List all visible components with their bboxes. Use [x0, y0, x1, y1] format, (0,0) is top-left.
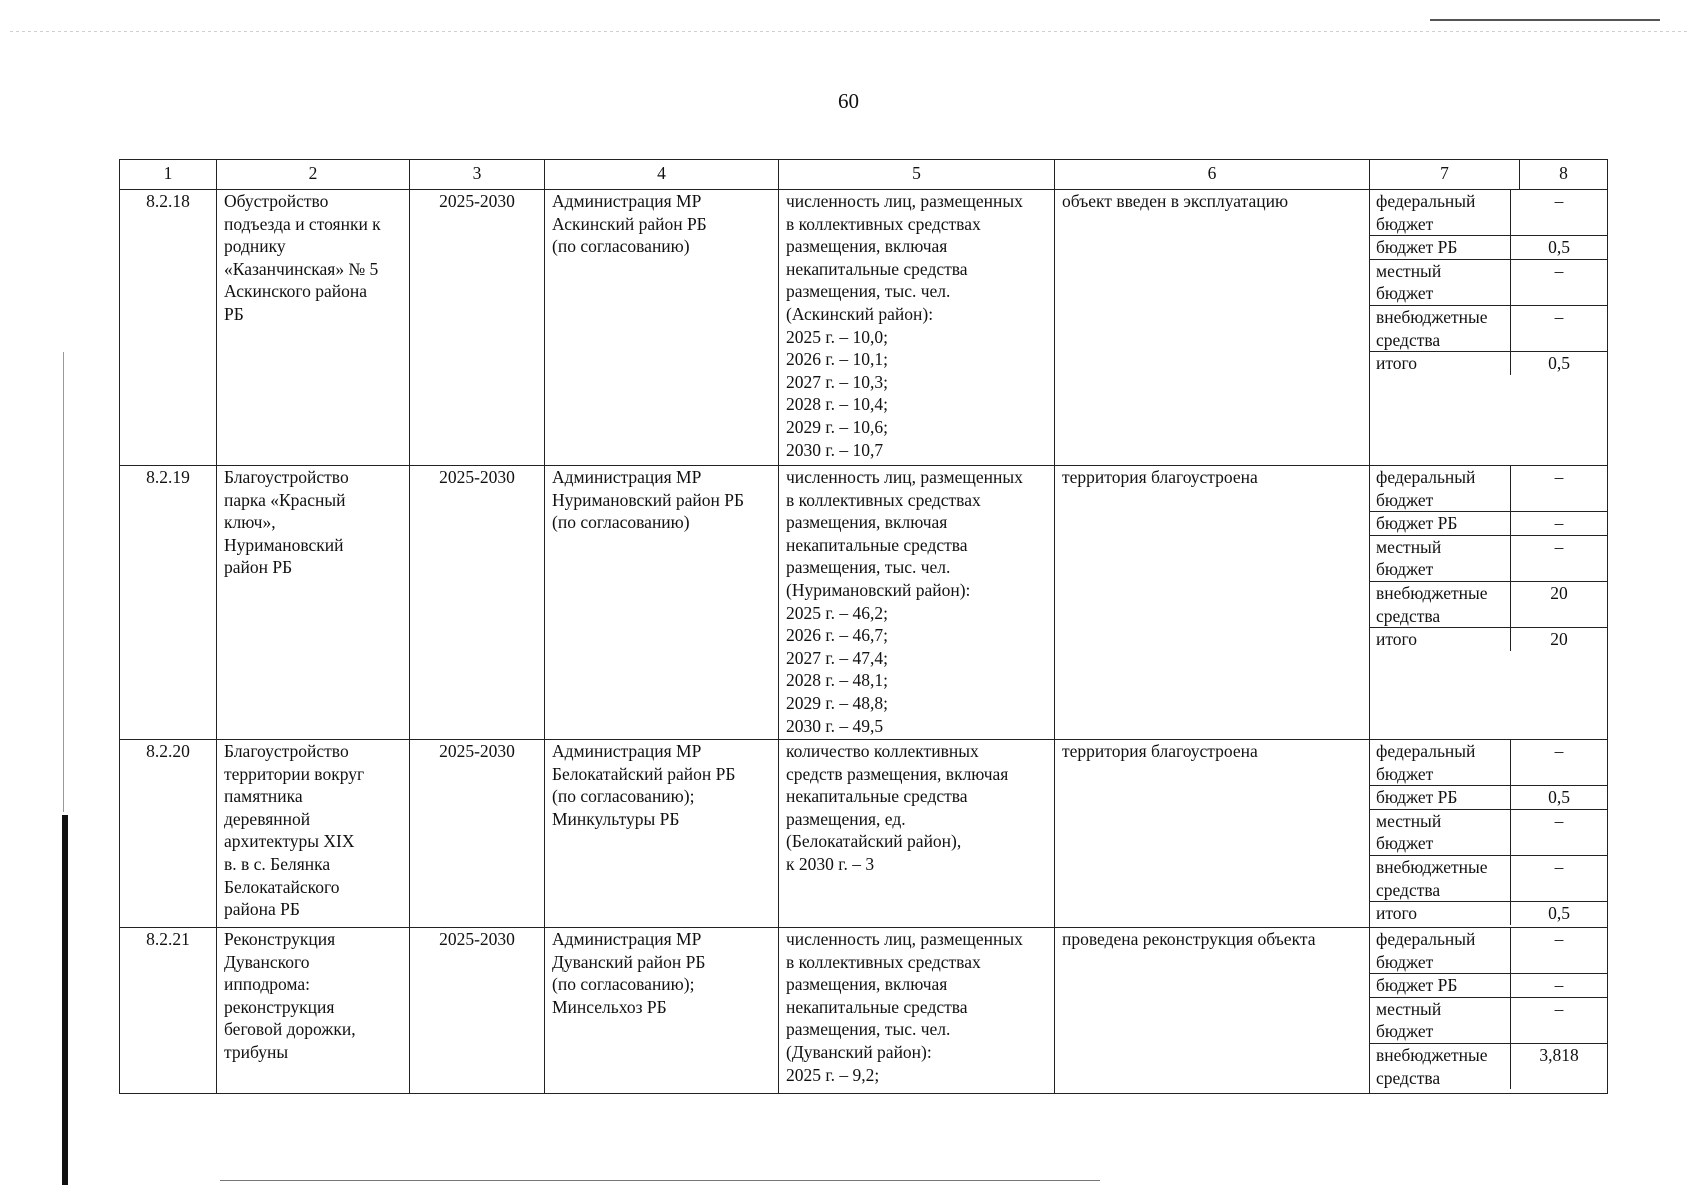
funding-row — [1370, 786, 1607, 810]
funding-source — [1370, 1043, 1511, 1089]
indicator-line: (Белокатайский район), — [786, 831, 962, 852]
indicator-line: некапитальные средства — [786, 534, 968, 555]
funding-value: – — [1511, 809, 1608, 855]
executor-line: Администрация МР — [552, 191, 702, 211]
funding-source-lines — [1376, 466, 1504, 511]
funding-table — [1370, 190, 1607, 375]
header-cell: 2 — [217, 160, 410, 190]
indicator-line: в коллективных средствах — [786, 951, 981, 972]
indicator-line: 2030 г. – 10,7 — [786, 439, 884, 460]
funding-source-line: бюджет РБ — [1376, 787, 1458, 808]
indicator-line: 2026 г. – 10,1; — [786, 349, 888, 370]
indicator-line: 2025 г. – 46,2; — [786, 602, 888, 623]
measure-name — [217, 190, 410, 466]
indicator-line: количество коллективных — [786, 741, 979, 761]
scan-artifact-top — [10, 31, 1687, 32]
indicator-line: размещения, тыс. чел. — [786, 1019, 951, 1040]
measure-name-line: Дуванского — [224, 951, 310, 972]
funding-row — [1370, 466, 1607, 512]
funding-row — [1370, 236, 1607, 260]
funding-source-lines — [1376, 512, 1504, 535]
funding-source-line: внебюджетные — [1376, 306, 1488, 327]
indicator-lines — [786, 190, 1047, 461]
measure-name-line: Реконструкция — [224, 929, 336, 949]
indicator-line: 2025 г. – 9,2; — [786, 1064, 880, 1085]
indicator-line: (Аскинский район): — [786, 303, 934, 324]
executor-line: Аскинский район РБ — [552, 213, 707, 234]
measure-name-line: в. в с. Белянка — [224, 853, 331, 874]
indicator-line: 2025 г. – 10,0; — [786, 326, 888, 347]
measure-name-line: беговой дорожки, — [224, 1019, 356, 1040]
funding-source-line: внебюджетные — [1376, 1044, 1488, 1065]
measure-name-lines — [224, 740, 402, 921]
header-cell: 6 — [1055, 160, 1370, 190]
measure-name-line: Нуримановский — [224, 534, 344, 555]
funding-cell — [1370, 928, 1608, 1094]
measure-period: 2025-2030 — [410, 466, 545, 740]
measure-name-line: трибуны — [224, 1041, 289, 1062]
funding-source — [1370, 236, 1511, 260]
executor-line: (по согласованию); — [552, 974, 695, 995]
indicator-line: размещения, включая — [786, 974, 948, 995]
measure-name-line: ключ», — [224, 512, 276, 533]
funding-value: – — [1511, 974, 1608, 998]
funding-table — [1370, 928, 1607, 1089]
funding-source-line: внебюджетные — [1376, 856, 1488, 877]
measure-period: 2025-2030 — [410, 928, 545, 1094]
executor-line: Белокатайский район РБ — [552, 763, 736, 784]
header-cell: 7 — [1370, 160, 1520, 190]
indicator-line: 2029 г. – 10,6; — [786, 416, 888, 437]
funding-value: – — [1511, 190, 1608, 236]
header-row — [120, 160, 1608, 190]
funding-source-lines — [1376, 928, 1504, 973]
header-cell: 8 — [1520, 160, 1608, 190]
funding-row — [1370, 628, 1607, 651]
scan-artifact-top-right — [1430, 19, 1660, 21]
table-row — [120, 740, 1608, 928]
funding-value: – — [1511, 466, 1608, 512]
funding-source-line: федеральный — [1376, 467, 1476, 487]
table-row — [120, 190, 1608, 466]
indicator-line: размещения, тыс. чел. — [786, 557, 951, 578]
funding-value: 0,5 — [1511, 902, 1608, 925]
measure-number: 8.2.18 — [120, 190, 217, 466]
funding-value: 20 — [1511, 581, 1608, 627]
measure-number: 8.2.21 — [120, 928, 217, 1094]
indicator-line: средств размещения, включая — [786, 763, 1009, 784]
measure-name-lines — [224, 928, 402, 1064]
funding-source — [1370, 740, 1511, 786]
funding-row — [1370, 855, 1607, 901]
executor-line: Администрация МР — [552, 929, 702, 949]
funding-source-line: федеральный — [1376, 929, 1476, 949]
header-cell: 3 — [410, 160, 545, 190]
executor-line: Минсельхоз РБ — [552, 996, 667, 1017]
measure-result: проведена реконструкция объекта — [1055, 928, 1370, 1094]
funding-value: – — [1511, 855, 1608, 901]
funding-source-lines — [1376, 352, 1504, 375]
funding-value: – — [1511, 740, 1608, 786]
funding-value: – — [1511, 259, 1608, 305]
indicator-line: 2029 г. – 48,8; — [786, 692, 888, 713]
measure-name-lines — [224, 466, 402, 579]
measure-indicator — [779, 466, 1055, 740]
funding-value: 0,5 — [1511, 352, 1608, 375]
funding-source-line: бюджет — [1376, 763, 1434, 784]
executor-lines — [552, 740, 771, 830]
funding-value: – — [1511, 512, 1608, 536]
funding-source-lines — [1376, 974, 1504, 997]
funding-source — [1370, 902, 1511, 925]
executor-line: Минкультуры РБ — [552, 808, 680, 829]
measure-name-line: района РБ — [224, 899, 300, 920]
header-cell: 5 — [779, 160, 1055, 190]
measure-number: 8.2.20 — [120, 740, 217, 928]
funding-source-lines — [1376, 786, 1504, 809]
measure-executor — [545, 928, 779, 1094]
funding-value: – — [1511, 997, 1608, 1043]
funding-source-lines — [1376, 740, 1504, 785]
measure-name — [217, 928, 410, 1094]
funding-value: – — [1511, 928, 1608, 974]
funding-source — [1370, 628, 1511, 651]
measure-executor — [545, 740, 779, 928]
funding-row — [1370, 928, 1607, 974]
funding-source-line: бюджет РБ — [1376, 513, 1458, 534]
funding-source-lines — [1376, 628, 1504, 651]
header-cell: 4 — [545, 160, 779, 190]
table-body — [120, 190, 1608, 1094]
indicator-line: (Дуванский район): — [786, 1041, 932, 1062]
funding-source — [1370, 855, 1511, 901]
indicator-line: 2028 г. – 10,4; — [786, 394, 888, 415]
funding-value: 0,5 — [1511, 786, 1608, 810]
measure-name-line: деревянной — [224, 808, 311, 829]
funding-source — [1370, 305, 1511, 351]
measures-table — [119, 159, 1608, 1094]
funding-source — [1370, 535, 1511, 581]
funding-row — [1370, 512, 1607, 536]
funding-source — [1370, 190, 1511, 236]
measure-name-line: подъезда и стоянки к — [224, 213, 381, 234]
executor-lines — [552, 190, 771, 258]
funding-source-line: средства — [1376, 329, 1441, 350]
page-number: 60 — [838, 89, 859, 113]
executor-lines — [552, 466, 771, 534]
funding-source-line: средства — [1376, 605, 1441, 626]
executor-line: Администрация МР — [552, 467, 702, 487]
measure-indicator — [779, 928, 1055, 1094]
funding-cell — [1370, 466, 1608, 740]
funding-source-line: бюджет — [1376, 951, 1434, 972]
scan-artifact-bottom — [220, 1180, 1100, 1181]
indicator-line: некапитальные средства — [786, 996, 968, 1017]
measure-name-line: памятника — [224, 786, 303, 807]
indicator-line: численность лиц, размещенных — [786, 929, 1023, 949]
funding-source-line: местный — [1376, 260, 1442, 281]
funding-value: – — [1511, 305, 1608, 351]
funding-source-lines — [1376, 306, 1504, 351]
funding-value: 0,5 — [1511, 236, 1608, 260]
funding-value: – — [1511, 535, 1608, 581]
funding-source — [1370, 997, 1511, 1043]
funding-source-lines — [1376, 810, 1504, 855]
funding-source — [1370, 809, 1511, 855]
measure-name-line: Белокатайского — [224, 876, 340, 897]
indicator-line: размещения, включая — [786, 512, 948, 533]
measure-period: 2025-2030 — [410, 740, 545, 928]
funding-source-lines — [1376, 190, 1504, 235]
funding-source — [1370, 352, 1511, 375]
funding-source-line: итого — [1376, 629, 1418, 650]
indicator-line: в коллективных средствах — [786, 489, 981, 510]
funding-cell — [1370, 190, 1608, 466]
funding-source-line: федеральный — [1376, 191, 1476, 211]
indicator-line: некапитальные средства — [786, 786, 968, 807]
measure-name-line: район РБ — [224, 557, 293, 578]
indicator-line: 2030 г. – 49,5 — [786, 715, 884, 736]
indicator-line: размещения, тыс. чел. — [786, 281, 951, 302]
executor-line: Администрация МР — [552, 741, 702, 761]
funding-source-lines — [1376, 260, 1504, 305]
measure-name-line: «Казанчинская» № 5 — [224, 258, 379, 279]
funding-source-line: местный — [1376, 536, 1442, 557]
funding-source-lines — [1376, 582, 1504, 627]
funding-source-line: бюджет — [1376, 283, 1434, 304]
funding-row — [1370, 974, 1607, 998]
measure-name — [217, 466, 410, 740]
funding-source — [1370, 259, 1511, 305]
funding-source — [1370, 466, 1511, 512]
funding-source-line: бюджет — [1376, 1021, 1434, 1042]
funding-source-lines — [1376, 236, 1504, 259]
funding-row — [1370, 997, 1607, 1043]
indicator-line: 2027 г. – 10,3; — [786, 371, 888, 392]
indicator-line: численность лиц, размещенных — [786, 467, 1023, 487]
indicator-line: некапитальные средства — [786, 258, 968, 279]
funding-row — [1370, 535, 1607, 581]
measure-name-line: Обустройство — [224, 191, 329, 211]
funding-row — [1370, 1043, 1607, 1089]
executor-line: (по согласованию); — [552, 786, 695, 807]
funding-source-line: бюджет — [1376, 489, 1434, 510]
funding-source-line: бюджет РБ — [1376, 237, 1458, 258]
scan-artifact-left-thin — [63, 352, 64, 812]
executor-line: (по согласованию) — [552, 512, 690, 533]
measure-name-line: ипподрома: — [224, 974, 310, 995]
measure-name-line: Благоустройство — [224, 467, 349, 487]
funding-source-line: бюджет РБ — [1376, 975, 1458, 996]
measure-name-line: роднику — [224, 236, 286, 257]
funding-row — [1370, 259, 1607, 305]
funding-row — [1370, 352, 1607, 375]
measure-result: объект введен в эксплуатацию — [1055, 190, 1370, 466]
measure-name-lines — [224, 190, 402, 326]
funding-row — [1370, 305, 1607, 351]
funding-table — [1370, 466, 1607, 651]
funding-table — [1370, 740, 1607, 925]
funding-source-line: средства — [1376, 1067, 1441, 1088]
measure-name — [217, 740, 410, 928]
executor-line: Нуримановский район РБ — [552, 489, 745, 510]
funding-source-lines — [1376, 1044, 1504, 1089]
indicator-lines — [786, 928, 1047, 1086]
measure-name-line: парка «Красный — [224, 489, 346, 510]
funding-source-line: средства — [1376, 879, 1441, 900]
indicator-line: в коллективных средствах — [786, 213, 981, 234]
funding-source-line: местный — [1376, 998, 1442, 1019]
measure-period: 2025-2030 — [410, 190, 545, 466]
executor-line: Дуванский район РБ — [552, 951, 706, 972]
header-cell: 1 — [120, 160, 217, 190]
measure-name-line: архитектуры XIX — [224, 831, 355, 852]
measure-result: территория благоустроена — [1055, 740, 1370, 928]
funding-source-lines — [1376, 536, 1504, 581]
indicator-lines — [786, 466, 1047, 737]
table-row — [120, 928, 1608, 1094]
measure-name-line: Аскинского района — [224, 281, 367, 302]
funding-source — [1370, 581, 1511, 627]
funding-source-line: местный — [1376, 810, 1442, 831]
funding-source — [1370, 928, 1511, 974]
measure-name-line: РБ — [224, 303, 244, 324]
measure-executor — [545, 466, 779, 740]
funding-source-line: итого — [1376, 903, 1418, 924]
measure-executor — [545, 190, 779, 466]
funding-value: 20 — [1511, 628, 1608, 651]
funding-value: 3,818 — [1511, 1043, 1608, 1089]
executor-lines — [552, 928, 771, 1018]
funding-source-line: федеральный — [1376, 741, 1476, 761]
measure-number: 8.2.19 — [120, 466, 217, 740]
table-row — [120, 466, 1608, 740]
funding-source — [1370, 786, 1511, 810]
funding-source-lines — [1376, 902, 1504, 925]
funding-source-lines — [1376, 998, 1504, 1043]
funding-row — [1370, 902, 1607, 925]
indicator-line: численность лиц, размещенных — [786, 191, 1023, 211]
funding-source-lines — [1376, 856, 1504, 901]
measure-indicator — [779, 190, 1055, 466]
indicator-line: к 2030 г. – 3 — [786, 853, 875, 874]
funding-source-line: бюджет — [1376, 213, 1434, 234]
funding-source-line: внебюджетные — [1376, 582, 1488, 603]
indicator-line: 2026 г. – 46,7; — [786, 625, 888, 646]
funding-source-line: итого — [1376, 353, 1418, 374]
funding-source — [1370, 512, 1511, 536]
funding-row — [1370, 190, 1607, 236]
scan-artifact-left-bar — [62, 815, 68, 1185]
measure-name-line: Благоустройство — [224, 741, 349, 761]
indicator-line: (Нуримановский район): — [786, 579, 971, 600]
funding-row — [1370, 740, 1607, 786]
funding-row — [1370, 809, 1607, 855]
funding-source-line: бюджет — [1376, 559, 1434, 580]
measure-indicator — [779, 740, 1055, 928]
funding-cell — [1370, 740, 1608, 928]
indicator-line: 2027 г. – 47,4; — [786, 647, 888, 668]
indicator-lines — [786, 740, 1047, 876]
funding-source — [1370, 974, 1511, 998]
measure-result: территория благоустроена — [1055, 466, 1370, 740]
measure-name-line: реконструкция — [224, 996, 335, 1017]
indicator-line: 2028 г. – 48,1; — [786, 670, 888, 691]
measure-name-line: территории вокруг — [224, 763, 365, 784]
funding-row — [1370, 581, 1607, 627]
indicator-line: размещения, включая — [786, 236, 948, 257]
executor-line: (по согласованию) — [552, 236, 690, 257]
indicator-line: размещения, ед. — [786, 808, 906, 829]
funding-source-line: бюджет — [1376, 833, 1434, 854]
